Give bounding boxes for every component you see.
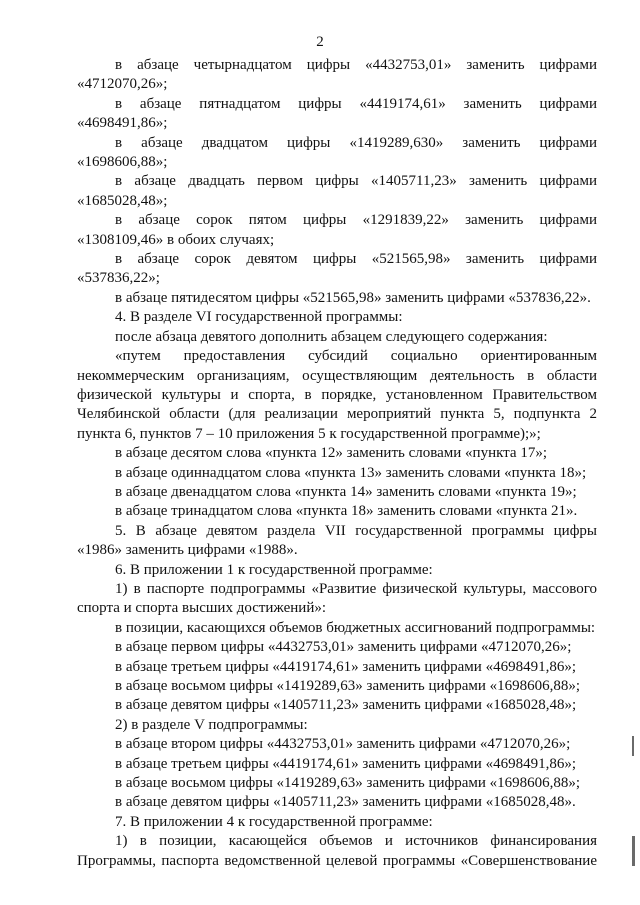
paragraph: в абзаце четырнадцатом цифры «4432753,01» заменить цифрами «4712070,26»; <box>77 57 597 93</box>
paragraph: в абзаце двадцатом цифры «1419289,630» заменить цифрами «1698606,88»; <box>77 134 597 171</box>
paragraph: 4. В разделе VI государственной программы: <box>115 309 403 326</box>
paragraph: в абзаце восьмом цифры «1419289,63» заменить цифрами «1698606,88»; <box>115 678 581 694</box>
page-number: 2 <box>316 34 324 50</box>
paragraph: в абзаце пятнадцатом цифры «4419174,61» заменить цифрами «4698491,86»; <box>77 95 597 132</box>
paragraph: 6. В приложении 1 к государственной программе: <box>115 561 433 578</box>
paragraph: после абзаца девятого дополнить абзацем следующего содержания: <box>115 328 548 345</box>
paragraph: в абзаце третьем цифры «4419174,61» заменить цифрами «4698491,86»; <box>115 658 576 675</box>
paragraph: 5. В абзаце девятом раздела VII государственной программы цифры «1986» заменить цифрами «1988». <box>77 522 597 559</box>
scan-edge-mark <box>632 736 634 756</box>
paragraph: в абзаце девятом цифры «1405711,23» заменить цифрами «1685028,48». <box>115 794 576 811</box>
paragraph: 2) в разделе V подпрограммы: <box>115 716 308 733</box>
paragraph: в абзаце сорок девятом цифры «521565,98» заменить цифрами «537836,22»; <box>77 251 597 287</box>
scan-edge-mark <box>632 836 635 866</box>
paragraph: «путем предоставления субсидий социально ориентированным некоммерческим организациям, осуществляющим деятельность в области физической культуры и спорта, в порядке, установленном Правительством Челябинской области (для реализации мероприятий пункта 5, подпункта 2 пункта 6, пунктов 7 – 10 приложения 5 к государственной программе);»; <box>77 348 597 442</box>
paragraph: в абзаце восьмом цифры «1419289,63» заменить цифрами «1698606,88»; <box>115 775 581 792</box>
paragraph: в абзаце одиннадцатом слова «пункта 13» заменить словами «пункта 18»; <box>115 464 587 481</box>
paragraph: в позиции, касающихся объемов бюджетных ассигнований подпрограммы: <box>115 619 596 636</box>
paragraph: 1) в паспорте подпрограммы «Развитие физической культуры, массового спорта и спорта высших достижений»: <box>77 580 597 617</box>
document-body <box>77 56 597 871</box>
paragraph: в абзаце первом цифры «4432753,01» заменить цифрами «4712070,26»; <box>115 639 572 656</box>
paragraph: в абзаце десятом слова «пункта 12» заменить словами «пункта 17»; <box>115 445 547 462</box>
paragraph: в абзаце пятидесятом цифры «521565,98» заменить цифрами «537836,22». <box>115 289 591 306</box>
paragraph: в абзаце втором цифры «4432753,01» заменить цифрами «4712070,26»; <box>115 736 571 753</box>
paragraph: в абзаце третьем цифры «4419174,61» заменить цифрами «4698491,86»; <box>115 755 576 772</box>
paragraph: в абзаце двенадцатом слова «пункта 14» заменить словами «пункта 19»; <box>115 483 577 500</box>
paragraph: в абзаце тринадцатом слова «пункта 18» заменить словами «пункта 21». <box>115 503 578 520</box>
paragraph: в абзаце сорок пятом цифры «1291839,22» заменить цифрами «1308109,46» в обоих случаях; <box>77 212 597 248</box>
paragraph: 1) в позиции, касающейся объемов и источников финансирования Программы, паспорта ведомственной целевой программы «Совершенствование <box>77 833 597 869</box>
paragraph: в абзаце девятом цифры «1405711,23» заменить цифрами «1685028,48»; <box>115 697 577 714</box>
paragraph: 7. В приложении 4 к государственной программе: <box>115 813 433 830</box>
paragraph: в абзаце двадцать первом цифры «1405711,23» заменить цифрами «1685028,48»; <box>77 173 597 209</box>
